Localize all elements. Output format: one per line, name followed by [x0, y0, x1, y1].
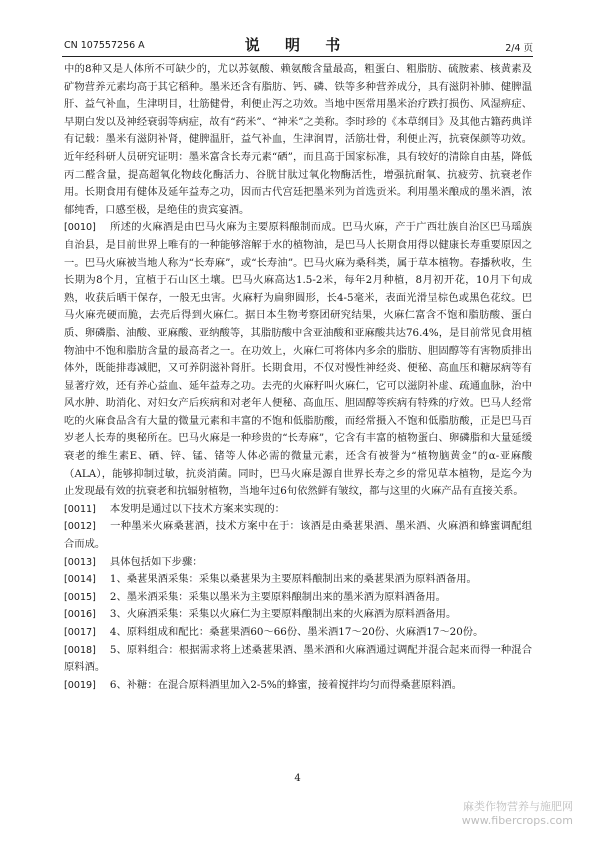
paragraph-text: 1、桑葚果酒采集：采集以桑葚果为主要原料酿制出来的桑葚果酒为原料酒备用。	[109, 573, 477, 586]
header-rule	[62, 56, 533, 57]
lead-paragraph: 中的8种又是人体所不可缺少的，尤以苏氨酸、赖氨酸含量最高，粗蛋白、粗脂肪、硫胺素、核黄素及矿物营养元素均高于其它稻种。墨米还含有脂肪、钙、磷、铁等多种营养成分，具有滋阴补肺、健脾温肝、益气补血，生津明目，壮筋健骨，利便止泻之功效。当地中医常用墨米治疗跌打损伤、风湿痹症、早期白发以及神经衰弱等病症，故有“药米”、“神米”之美称。李时珍的《本草纲目》及其他古籍药典详有记载：墨米有滋阴补肾，健脾温肝，益气补血，生津润胃，活筋壮骨，利便止泻，抗衰保颜等功效。近年经科研人员研究证明：墨米富含长寿元素“硒”，而且高于国家标准，具有较好的清除自由基，降低丙二醛含量，提高超氧化物歧化酶活力、谷胱甘肽过氧化物酶活性，增强抗耐氧、抗疲劳、抗衰老作用。长期食用有健体及延年益寿之功，因而古代宫廷把墨米列为首选贡米。利用墨米酿成的墨米酒，浓郁纯香，口感至极，是绝佳的贵宾宴酒。	[64, 63, 532, 216]
paragraph-text: 具体包括如下步骤：	[109, 555, 203, 568]
page-number: 4	[294, 773, 301, 784]
paragraph-number: [0015]	[64, 591, 96, 603]
paragraph-0017	[64, 624, 532, 642]
watermark-title: 麻类作物营养与施肥网	[463, 800, 573, 813]
paragraph-number: [0011]	[64, 503, 96, 515]
publication-number: CN 107557256 A	[64, 40, 145, 51]
paragraph-number: [0014]	[64, 574, 96, 586]
paragraph-0013	[64, 554, 532, 572]
paragraph-number: [0016]	[64, 609, 96, 621]
paragraph-text: 3、火麻酒采集：采集以火麻仁为主要原料酿制出来的火麻酒为原料酒备用。	[109, 608, 457, 621]
document-title: 说 明 书	[244, 36, 351, 54]
page-fraction: 2/4 页	[505, 43, 533, 54]
paragraph-number: [0012]	[64, 521, 96, 533]
paragraph-number: [0017]	[64, 627, 96, 638]
site-watermark	[462, 800, 573, 828]
paragraph-0015	[64, 589, 532, 607]
paragraph-number: [0010]	[64, 222, 96, 234]
paragraph-number: [0018]	[64, 644, 96, 656]
paragraph-text: 一种墨米火麻桑葚酒，技术方案中在于：该酒是由桑葚果酒、墨米酒、火麻酒和蜂蜜调配组合而成。	[64, 520, 532, 551]
paragraph-text: 所述的火麻酒是由巴马火麻为主要原料酿制而成。巴马火麻，产于广西壮族自治区巴马瑶族自治县，是目前世界上唯有的一种能够溶解于水的植物油，是巴马人长期食用得以健康长寿重要原因之一。巴马火麻被当地人称为“长寿麻”，或“长寿油”。巴马火麻为桑科类，属于草本植物。春播秋收，生长期为8个月，宜植于石山区土壤。巴马火麻高达1.5-2米，每年2月种植，8月初开花，10月下旬成熟，收获后晒干保存，一般无虫害。火麻籽为扁卵圆形，长4-5毫米，表面光滑呈棕色或黑色花纹。巴马火麻壳硬而脆，去壳后得到火麻仁。据日本生物考察团研究结果，火麻仁富含不饱和脂肪酸、蛋白质、卵磷脂、油酸、亚麻酸、亚纳酸等，其脂肪酸中含亚油酸和亚麻酸共达76.4%，是目前常见食用植物油中不饱和脂肪含量的最高者之一。在功效上，火麻仁可将体内多余的脂肪、胆固醇等有害物质排出体外，既能排毒减肥，又可养阴滋补肾肝。长期食用，不仅对慢性神经炎、便秘、高血压和糖尿病等有显著疗效，还有养心益血、延年益寿之功。去壳的火麻籽叫火麻仁，它可以滋阴补虚、疏通血脉，治中风水肿、助消化、对妇女产后疾病和对老年人便秘、高血压、胆固醇等疾病有特殊的疗效。巴马人经常吃的火麻食品含有大量的微量元素和丰富的不饱和低脂肪酸，而经常摄入不饱和低脂肪酸，正是巴马百岁老人长寿的奥秘所在。巴马火麻是一种珍贵的“长寿麻”，它含有丰富的植物蛋白、卵磷脂和大量延缓衰老的维生素E、硒、锌、锰、锗等人体必需的微量元素，还含有被誉为“植物脑黄金”的α-亚麻酸（ALA），能够抑制过敏，抗炎消菌。同时，巴马火麻是源自世界长寿之乡的常见草本植物，是迄今为止发现最有效的抗衰老和抗辐射植物，当地年过6旬依然鲜有皱纹，都与这里的火麻产品有直接关系。	[64, 221, 532, 498]
paragraph-0019	[64, 677, 532, 695]
paragraph-number: [0013]	[64, 556, 96, 568]
paragraph-0011	[64, 501, 532, 519]
paragraph-text: 5、原料组合：根据需求将上述桑葚果酒、墨米酒和火麻酒通过调配并混合起来而得一种混合原料酒。	[64, 643, 532, 674]
paragraph-0018	[64, 642, 532, 677]
page-header	[0, 0, 595, 58]
paragraph-0014	[64, 571, 532, 589]
paragraph-text: 本发明是通过以下技术方案来实现的：	[109, 502, 285, 515]
paragraph-text: 4、原料组成和配比：桑葚果酒60～66份、墨米酒17～20份、火麻酒17～20份。	[109, 626, 484, 638]
paragraph-0012	[64, 518, 532, 553]
paragraph-0016	[64, 606, 532, 624]
paragraph-text: 6、补糖：在混合原料酒里加入2-5%的蜂蜜，接着搅拌均匀而得桑葚原料酒。	[109, 678, 463, 691]
watermark-url: www.fibercrops.com	[461, 814, 573, 827]
paragraph-number: [0019]	[64, 679, 96, 691]
document-body	[64, 61, 532, 694]
paragraph-0010	[64, 219, 532, 501]
paragraph-text: 2、墨米酒采集：采集以墨米为主要原料酿制出来的墨米酒为原料酒备用。	[109, 590, 446, 603]
